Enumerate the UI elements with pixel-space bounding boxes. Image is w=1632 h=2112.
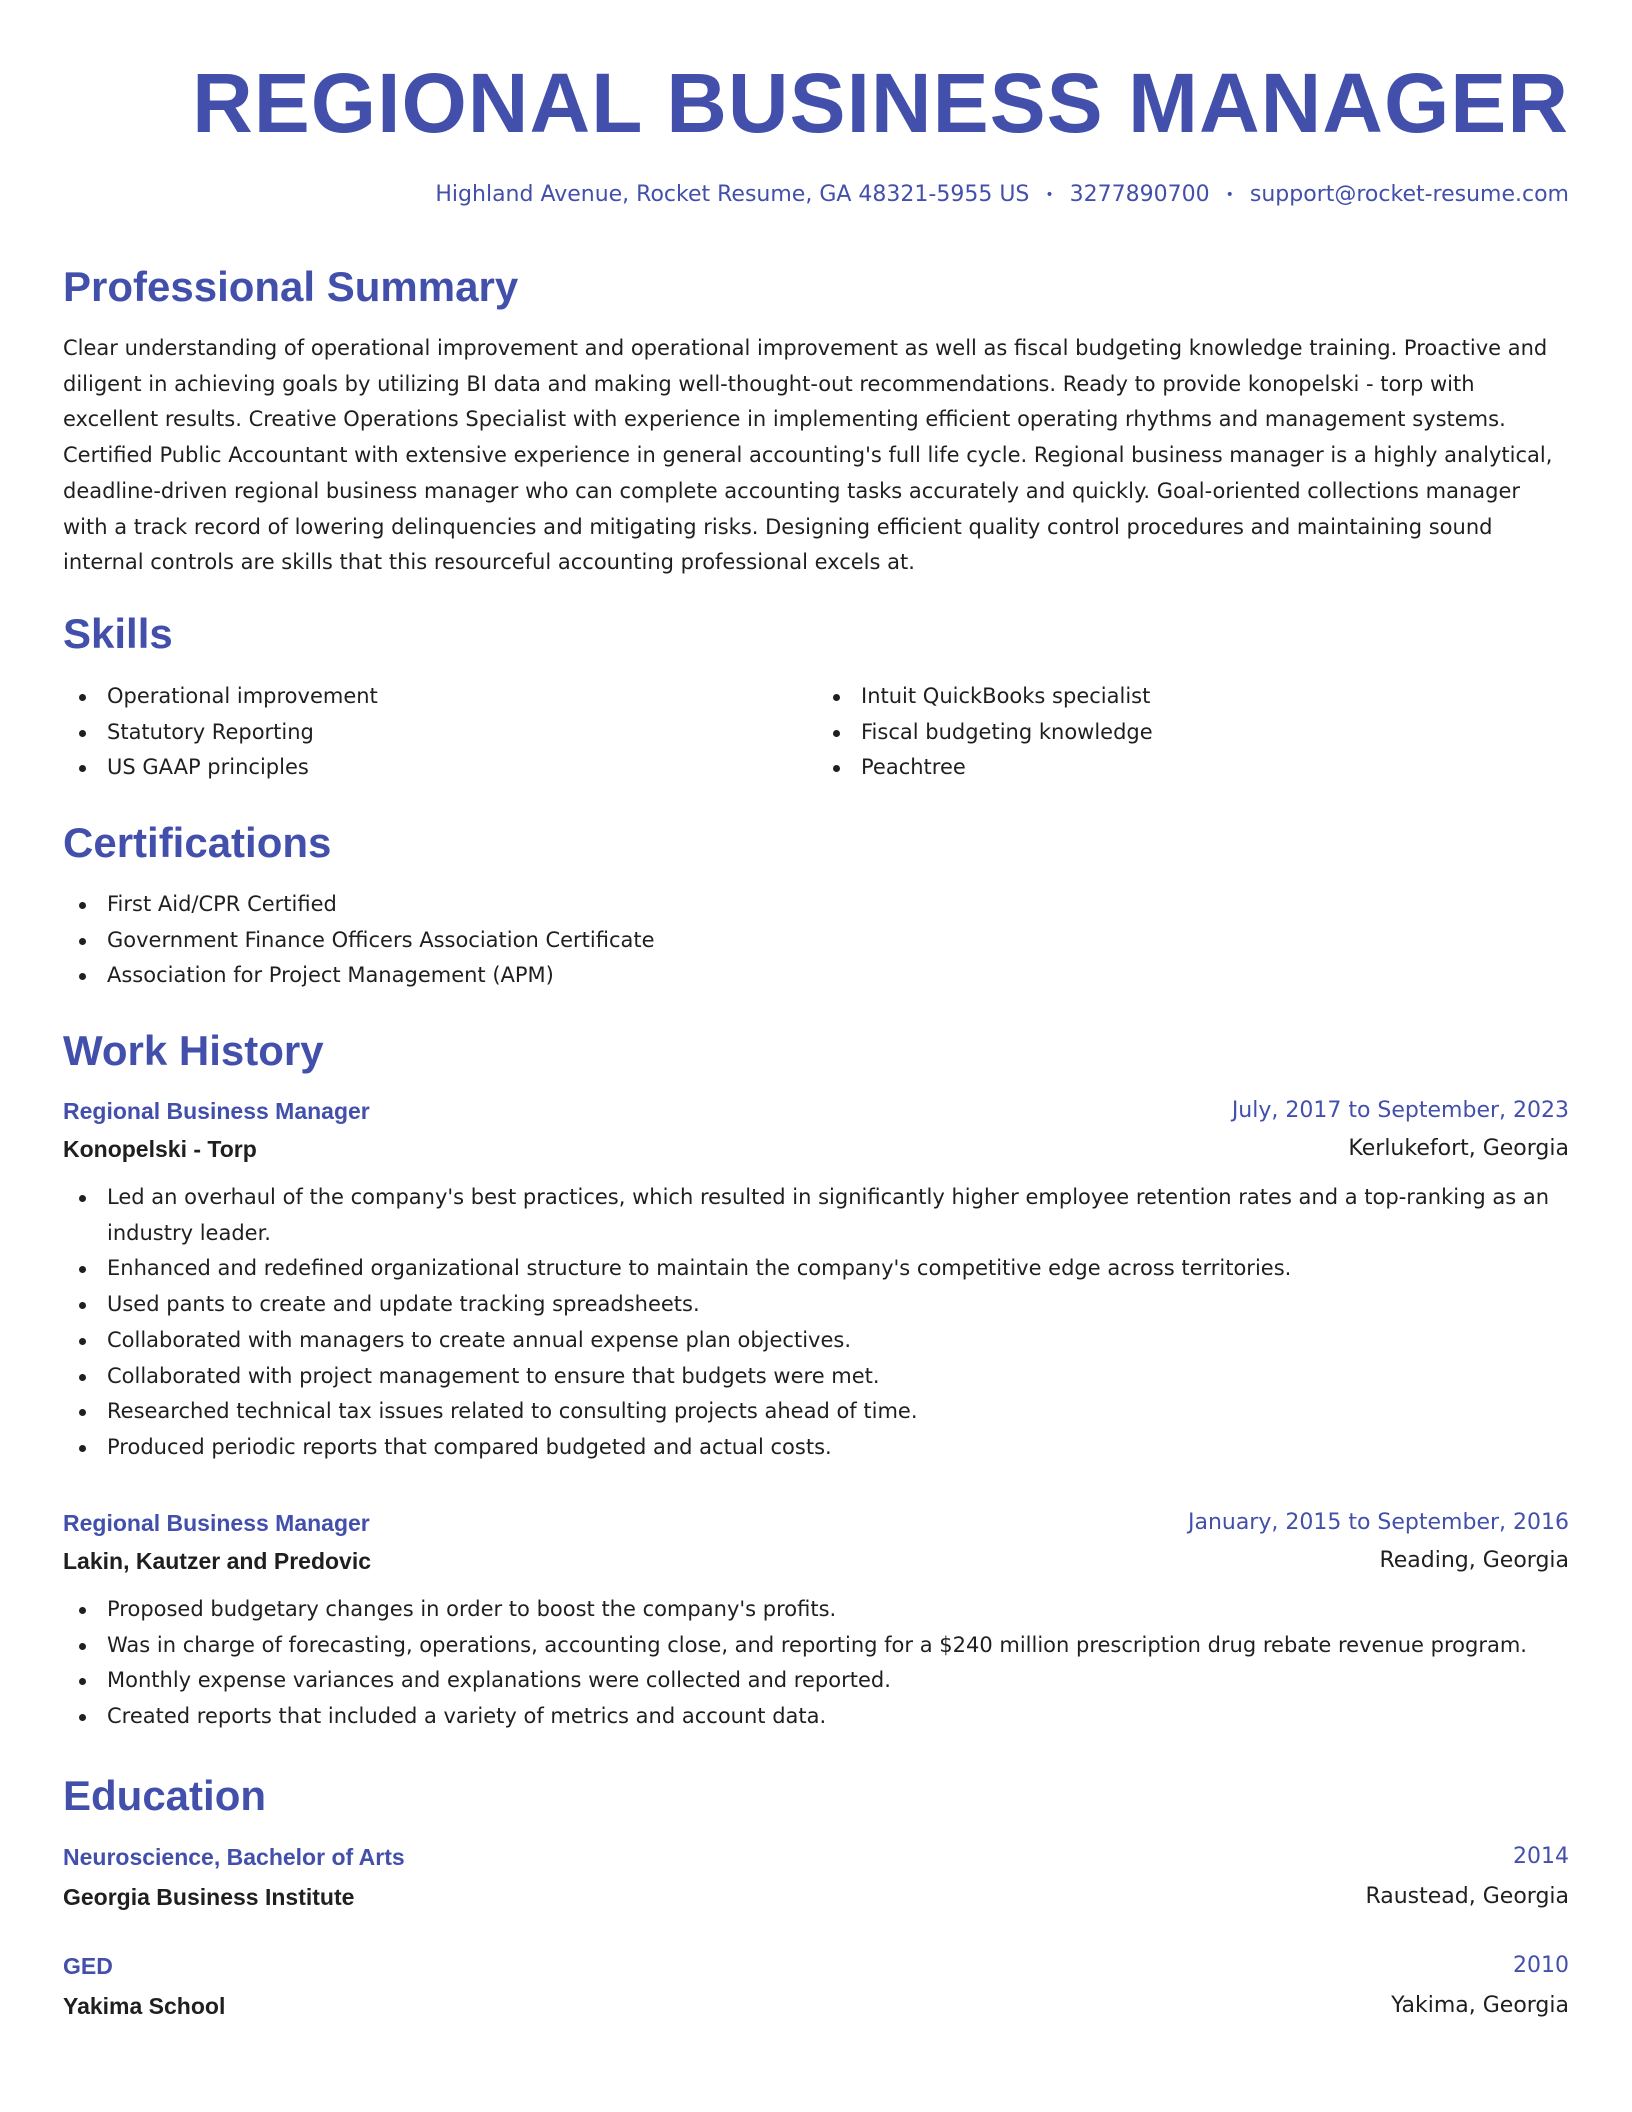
job-bullet: Produced periodic reports that compared budgeted and actual costs. bbox=[63, 1430, 1569, 1466]
contact-address: Highland Avenue, Rocket Resume, GA 48321-5955 US bbox=[435, 182, 1030, 207]
contact-phone: 3277890700 bbox=[1069, 182, 1210, 207]
job-entry bbox=[63, 1508, 1569, 1735]
job-bullet: Monthly expense variances and explanations were collected and reported. bbox=[63, 1663, 1569, 1699]
job-location: Kerlukefort, Georgia bbox=[1348, 1136, 1569, 1161]
skill-item: Operational improvement bbox=[63, 679, 815, 715]
education-school: Yakima School bbox=[63, 1993, 226, 2019]
education-degree: GED bbox=[63, 1953, 113, 1979]
education-location: Raustead, Georgia bbox=[1365, 1884, 1569, 1909]
skill-item: Statutory Reporting bbox=[63, 715, 815, 751]
education-degree: Neuroscience, Bachelor of Arts bbox=[63, 1844, 405, 1870]
education-school: Georgia Business Institute bbox=[63, 1884, 355, 1910]
job-bullet: Collaborated with project management to ensure that budgets were met. bbox=[63, 1359, 1569, 1395]
summary-text: Clear understanding of operational improvement and operational improvement as well as fiscal budgeting knowledge training. Proactive and diligent in achieving goals by utilizing BI data and making well-thought-out recommendations. Ready to provide konopelski - torp with excellent results. Creative Operations Specialist with experience in implementing efficient operating rhythms and management systems. Certified Public Accountant with extensive experience in general accounting's full life cycle. Regional business manager is a highly analytical, deadline-driven regional business manager who can complete accounting tasks accurately and quickly. Goal-oriented collections manager with a track record of lowering delinquencies and mitigating risks. Designing efficient quality control procedures and maintaining sound internal controls are skills that this resourceful accounting professional excels at. bbox=[63, 336, 1553, 575]
separator-dot: • bbox=[1225, 187, 1234, 203]
skills-column-left bbox=[63, 679, 815, 786]
job-bullet: Collaborated with managers to create annual expense plan objectives. bbox=[63, 1323, 1569, 1359]
contact-line bbox=[63, 180, 1569, 210]
summary-heading: Professional Summary bbox=[63, 263, 519, 310]
skills-heading: Skills bbox=[63, 610, 173, 657]
job-bullet: Proposed budgetary changes in order to boost the company's profits. bbox=[63, 1592, 1569, 1628]
education-entry bbox=[63, 1951, 1569, 2021]
skill-item: Intuit QuickBooks specialist bbox=[817, 679, 1569, 715]
job-company: Konopelski - Torp bbox=[63, 1136, 257, 1162]
certifications-heading: Certifications bbox=[63, 819, 332, 866]
certification-item: Government Finance Officers Association Certificate bbox=[63, 923, 1569, 959]
work-history-heading: Work History bbox=[63, 1027, 324, 1074]
resume-name: REGIONAL BUSINESS MANAGER bbox=[192, 56, 1569, 150]
skill-item: US GAAP principles bbox=[63, 750, 815, 786]
job-title: Regional Business Manager bbox=[63, 1510, 370, 1536]
contact-email: support@rocket-resume.com bbox=[1249, 182, 1569, 207]
job-location: Reading, Georgia bbox=[1379, 1548, 1569, 1573]
separator-dot: • bbox=[1045, 187, 1054, 203]
education-heading: Education bbox=[63, 1772, 267, 1819]
job-bullets bbox=[63, 1592, 1569, 1735]
job-title: Regional Business Manager bbox=[63, 1098, 370, 1124]
job-bullet: Led an overhaul of the company's best practices, which resulted in significantly higher employee retention rates and a top-ranking as an industry leader. bbox=[63, 1180, 1569, 1251]
job-bullet: Used pants to create and update tracking spreadsheets. bbox=[63, 1287, 1569, 1323]
job-bullet: Created reports that included a variety of metrics and account data. bbox=[63, 1699, 1569, 1735]
job-dates: July, 2017 to September, 2023 bbox=[1231, 1098, 1569, 1123]
certification-item: Association for Project Management (APM) bbox=[63, 958, 1569, 994]
certification-item: First Aid/CPR Certified bbox=[63, 887, 1569, 923]
education-year: 2014 bbox=[1513, 1844, 1569, 1869]
skills-list bbox=[63, 679, 1569, 786]
job-entry bbox=[63, 1096, 1569, 1466]
job-dates: January, 2015 to September, 2016 bbox=[1187, 1510, 1569, 1535]
job-bullet: Researched technical tax issues related to consulting projects ahead of time. bbox=[63, 1394, 1569, 1430]
job-bullet: Enhanced and redefined organizational structure to maintain the company's competitive edge across territories. bbox=[63, 1251, 1569, 1287]
certifications-list bbox=[63, 887, 1569, 994]
skills-column-right bbox=[815, 679, 1569, 786]
education-location: Yakima, Georgia bbox=[1391, 1993, 1569, 2018]
job-bullet: Was in charge of forecasting, operations, accounting close, and reporting for a $240 million prescription drug rebate revenue program. bbox=[63, 1628, 1569, 1664]
education-entry bbox=[63, 1842, 1569, 1912]
education-year: 2010 bbox=[1513, 1953, 1569, 1978]
job-company: Lakin, Kautzer and Predovic bbox=[63, 1548, 372, 1574]
job-bullets bbox=[63, 1180, 1569, 1466]
skill-item: Fiscal budgeting knowledge bbox=[817, 715, 1569, 751]
skill-item: Peachtree bbox=[817, 750, 1569, 786]
